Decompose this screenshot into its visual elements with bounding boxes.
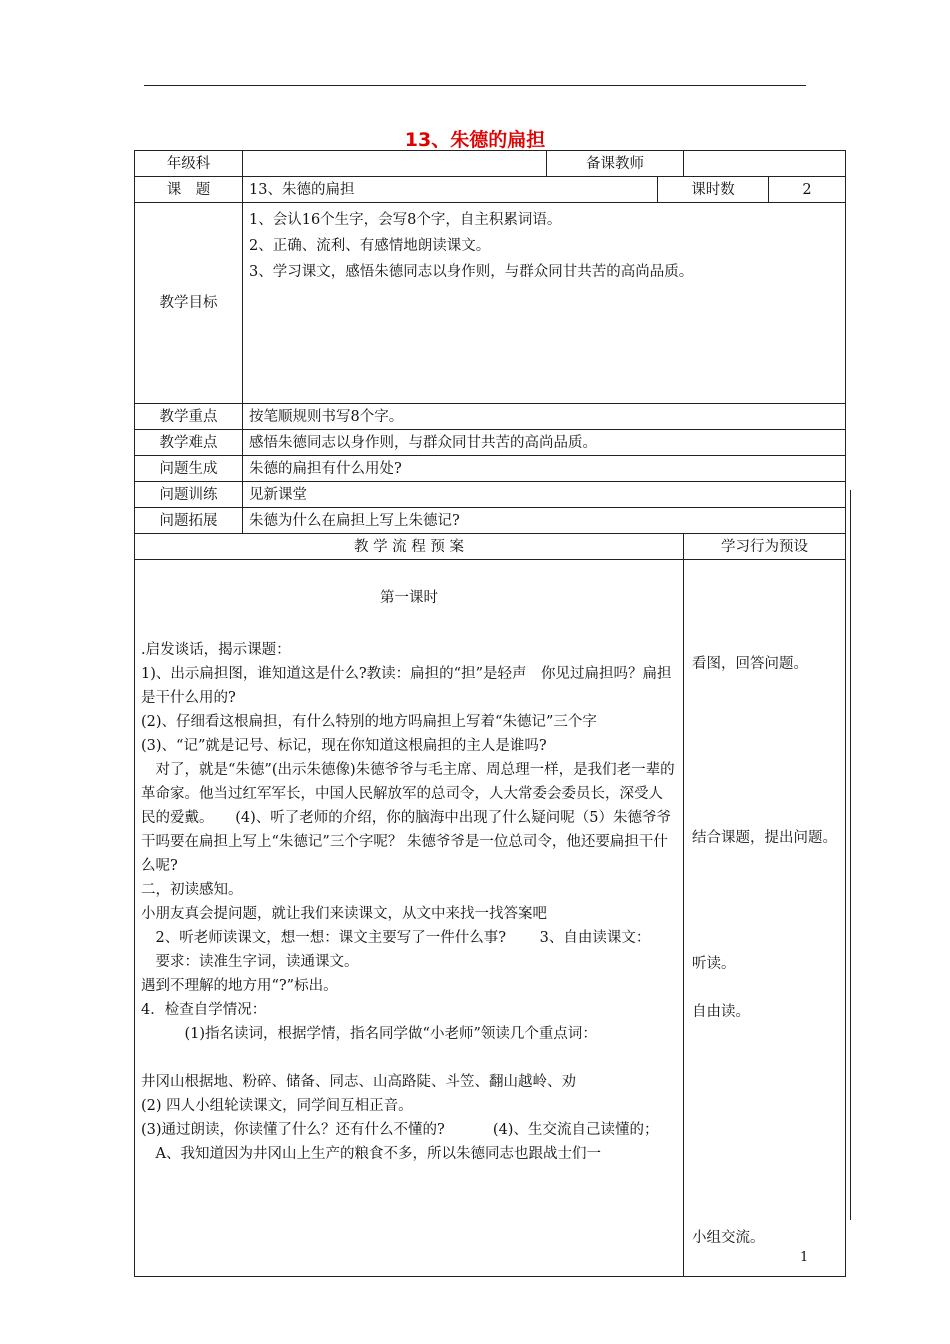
flow-paragraph: 二，初读感知。 — [141, 882, 243, 898]
question-training-value: 见新课堂 — [243, 482, 846, 508]
flow-paragraph: A、我知道因为井冈山上生产的粮食不多，所以朱德同志也跟战士们一 — [141, 1146, 601, 1162]
teacher-value — [684, 151, 846, 177]
goal-item: 3、学习课文，感悟朱德同志以身作则，与群众同甘共苦的高尚品质。 — [249, 264, 694, 280]
question-generation-value: 朱德的扁担有什么用处? — [243, 456, 846, 482]
key-points-label: 教学重点 — [135, 404, 243, 430]
question-extension-value: 朱德为什么在扁担上写上朱德记? — [243, 508, 846, 534]
behavior-notes — [684, 560, 846, 1277]
flow-paragraph: (3)、“记”就是记号、标记，现在你知道这根扁担的主人是谁吗? — [141, 738, 547, 754]
top-rule — [144, 85, 806, 86]
session-title: 第一课时 — [380, 590, 438, 606]
grade-label: 年级科 — [135, 151, 243, 177]
difficulties-value: 感悟朱德同志以身作则，与群众同甘共苦的高尚品质。 — [243, 430, 846, 456]
flow-paragraph: 对了，就是“朱德”(出示朱德像)朱德爷爷与毛主席、周总理一样，是我们老一辈的革命家。他当过红军军长，中国人民解放军的总司令，人大常委会委员长，深受人民的爱戴。 (4)、听了老师的介绍，你的脑海中出现了什么疑问呢（5）朱德爷爷干吗要在扁担上写上“朱德记”三个字呢？ 朱德爷爷是一位总司令，他还要扁担干什么呢? — [141, 762, 675, 874]
flow-paragraph: 小朋友真会提问题，就让我们来读课文，从文中来找一找答案吧 — [141, 906, 547, 922]
flow-paragraph: 井冈山根据地、粉碎、储备、同志、山高路陡、斗笠、翻山越岭、劝 — [141, 1074, 576, 1090]
flow-paragraph: 4．检查自学情况： — [141, 1002, 267, 1018]
flow-paragraph: .启发谈话，揭示课题： — [141, 642, 291, 658]
question-generation-label: 问题生成 — [135, 456, 243, 482]
lesson-plan-table — [134, 150, 846, 1277]
flow-paragraph: 2、听老师读课文，想一想：课文主要写了一件什么事? 3、自由读课文： — [141, 930, 651, 946]
behavior-note: 小组交流。 — [692, 1230, 765, 1246]
grade-value — [243, 151, 547, 177]
flow-paragraph: (3)通过朗读，你读懂了什么？还有什么不懂的? (4)、生交流自己读懂的； — [141, 1122, 659, 1138]
flow-paragraph: (1)指名读词，根据学情，指名同学做“小老师”领读几个重点词： — [141, 1026, 597, 1042]
key-points-value: 按笔顺规则书写8个字。 — [243, 404, 846, 430]
difficulties-label: 教学难点 — [135, 430, 243, 456]
flow-paragraph: 遇到不理解的地方用“?”标出。 — [141, 978, 338, 994]
topic-value: 13、朱德的扁担 — [243, 177, 658, 203]
behavior-header: 学习行为预设 — [684, 534, 846, 560]
behavior-note: 结合课题，提出问题。 — [692, 830, 837, 846]
behavior-note: 看图，回答问题。 — [692, 656, 808, 672]
flow-content — [135, 560, 684, 1277]
goals-cell — [243, 203, 846, 404]
behavior-note: 听读。 — [692, 956, 736, 972]
question-extension-label: 问题拓展 — [135, 508, 243, 534]
behavior-note: 自由读。 — [692, 1004, 750, 1020]
right-margin-rule — [850, 490, 851, 1220]
flow-paragraph: 1)、出示扁担图，谁知道这是什么?教读：扁担的“担”是轻声 你见过扁担吗？扁担是干什么用的? — [141, 666, 672, 706]
teacher-label: 备课教师 — [547, 151, 684, 177]
goal-item: 2、正确、流利、有感情地朗读课文。 — [249, 238, 491, 254]
topic-label: 课 题 — [135, 177, 243, 203]
flow-paragraph: 要求：读准生字词，读通课文。 — [141, 954, 359, 970]
document-title: 13、朱德的扁担 — [404, 129, 546, 151]
hours-label: 课时数 — [658, 177, 769, 203]
goals-label: 教学目标 — [135, 203, 243, 404]
page-number: 1 — [800, 1250, 809, 1265]
flow-paragraph: (2)、仔细看这根扁担，有什么特别的地方吗扁担上写着“朱德记”三个字 — [141, 714, 597, 730]
question-training-label: 问题训练 — [135, 482, 243, 508]
goal-item: 1、会认16个生字，会写8个字，自主积累词语。 — [249, 212, 562, 228]
flow-header: 教 学 流 程 预 案 — [135, 534, 684, 560]
flow-paragraph — [141, 1046, 677, 1070]
hours-value: 2 — [769, 177, 846, 203]
flow-paragraph: (2) 四人小组轮读课文，同学间互相正音。 — [141, 1098, 413, 1114]
